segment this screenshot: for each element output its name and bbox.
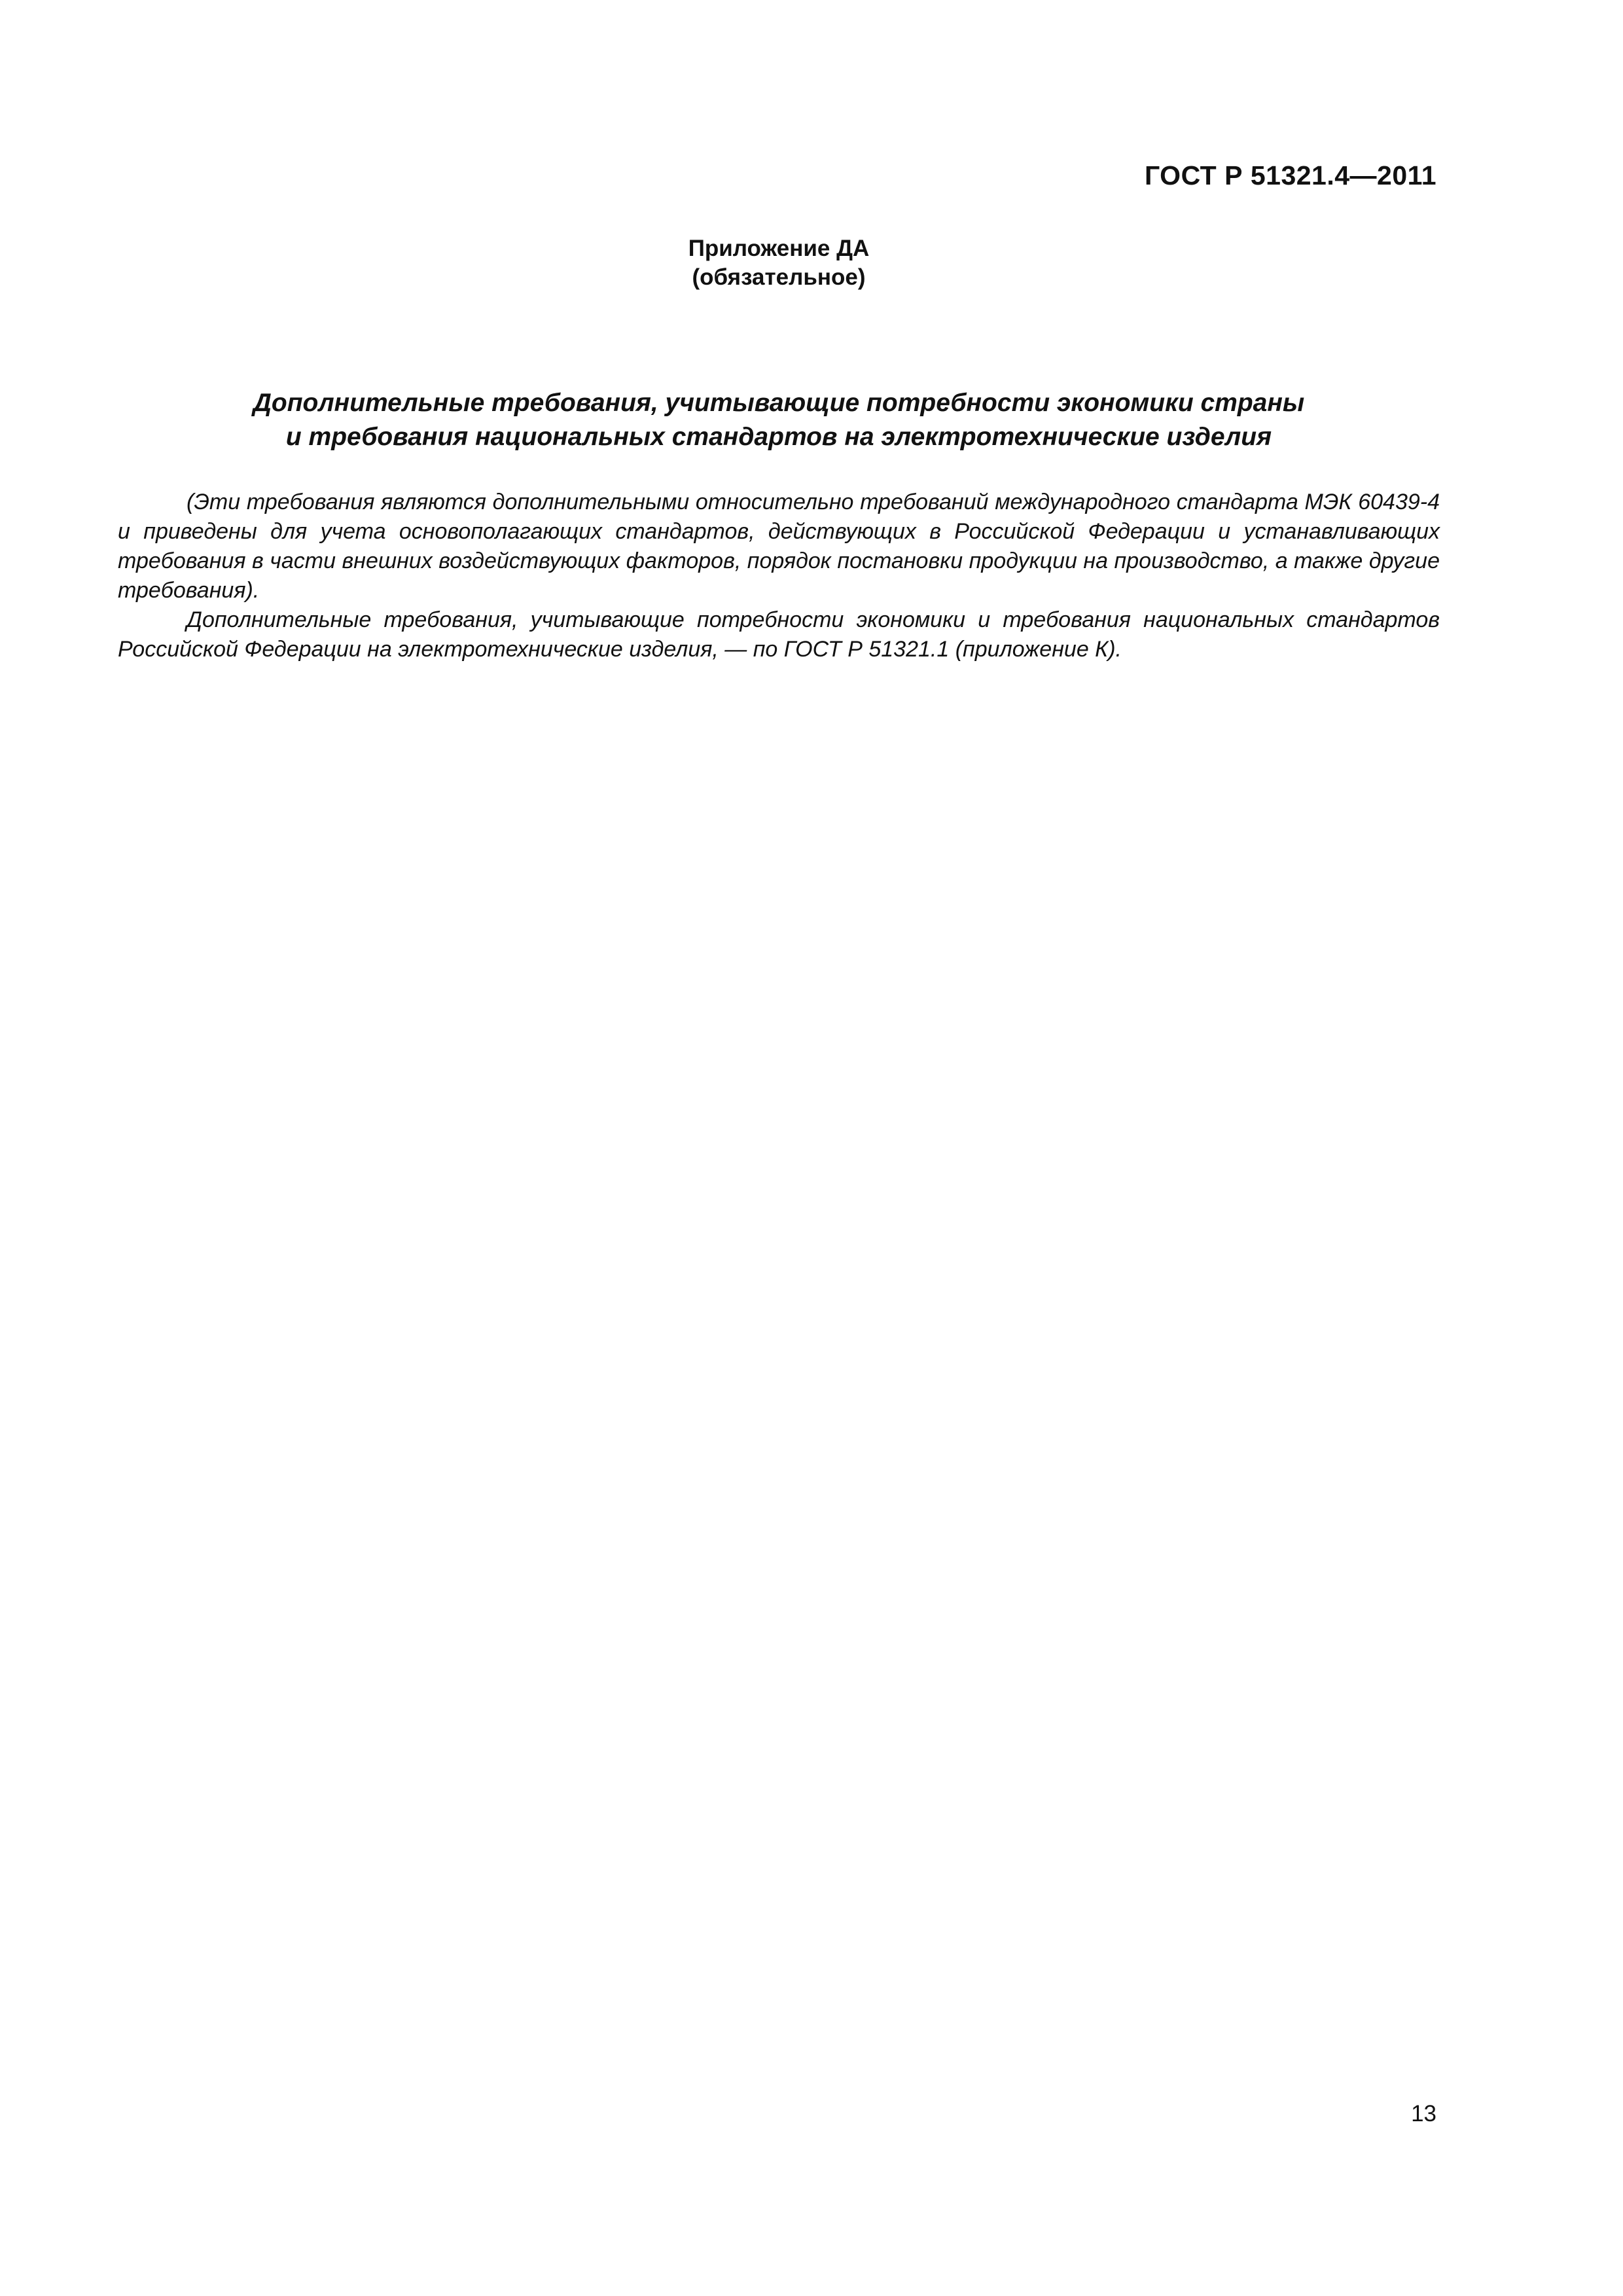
paragraph-note: (Эти требования являются дополнительными относительно требований международного стандарта МЭК 60439-4 и приведены для учета основополагающих стандартов, действующих в Российской Федерации и устанавливающих требования в части внешних воздействующих факторов, порядок постановки продукции на производство, а также другие требования).	[118, 490, 1440, 603]
paragraph-requirements: Дополнительные требования, учитывающие потребности экономики и требования национальных стандартов Российской Федерации на электротехнические изделия, — по ГОСТ Р 51321.1 (приложение К).	[118, 607, 1440, 662]
section-title	[0, 386, 1558, 454]
appendix-status: (обязательное)	[692, 264, 866, 290]
body-text	[118, 488, 1440, 664]
page-number: 13	[1411, 2101, 1436, 2126]
appendix-heading	[0, 234, 1558, 292]
appendix-label: Приложение ДА	[688, 236, 870, 261]
section-title-line-2: и требования национальных стандартов на электротехнические изделия	[285, 423, 1272, 451]
section-title-line-1: Дополнительные требования, учитывающие потребности экономики страны	[253, 389, 1305, 417]
document-code: ГОСТ Р 51321.4—2011	[1144, 160, 1436, 190]
